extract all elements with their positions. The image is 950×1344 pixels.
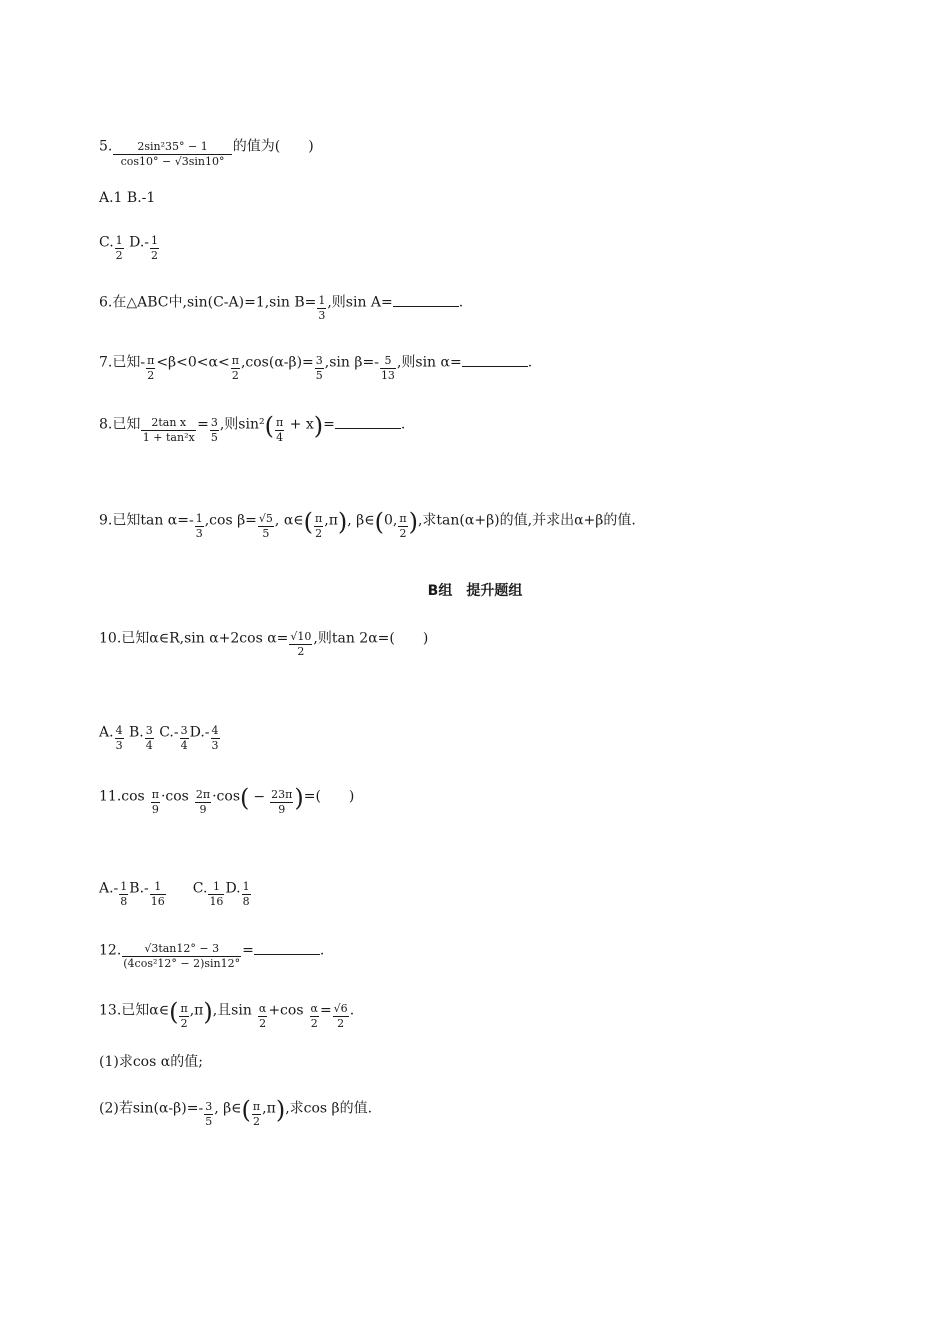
numerator: 3 bbox=[210, 416, 218, 429]
question-number: 5. bbox=[99, 138, 113, 155]
answer-blank[interactable] bbox=[254, 940, 320, 955]
question-text: ,且sin bbox=[212, 1002, 252, 1019]
numerator: 2sin²35° − 1 bbox=[113, 140, 231, 155]
numerator: 3 bbox=[145, 724, 153, 737]
numerator: π bbox=[151, 788, 159, 801]
numerator: 1 bbox=[242, 880, 250, 893]
denominator: 16 bbox=[209, 895, 224, 908]
numerator: 4 bbox=[115, 724, 123, 737]
denominator: 16 bbox=[150, 895, 165, 908]
fraction bbox=[258, 1002, 267, 1031]
denominator: 9 bbox=[278, 803, 286, 816]
question-text: ,cos β= bbox=[204, 512, 257, 529]
question-text: +cos bbox=[268, 1002, 304, 1019]
fraction bbox=[317, 294, 326, 323]
denominator: 4 bbox=[276, 431, 284, 444]
numerator: 1 bbox=[151, 234, 159, 247]
question-text: ·cos bbox=[212, 788, 240, 805]
numerator: √3tan12° − 3 bbox=[122, 942, 241, 957]
question-text: <β<0<α< bbox=[156, 354, 230, 371]
numerator: π bbox=[252, 1100, 261, 1113]
question-12 bbox=[99, 936, 325, 970]
fraction bbox=[310, 1002, 319, 1031]
minus-sign: − bbox=[253, 788, 266, 805]
fraction bbox=[195, 512, 204, 541]
numerator: π bbox=[315, 512, 323, 525]
denominator: 9 bbox=[151, 803, 159, 816]
q5-options-cd bbox=[99, 228, 160, 262]
fraction bbox=[113, 140, 231, 169]
fraction bbox=[179, 1002, 188, 1031]
fraction bbox=[208, 880, 224, 909]
fraction bbox=[151, 788, 160, 817]
question-text: 10.已知α∈R,sin α+2cos α= bbox=[99, 630, 289, 647]
question-text: ,求cos β的值. bbox=[285, 1100, 373, 1117]
denominator: 2 bbox=[310, 1017, 318, 1030]
denominator: 5 bbox=[262, 527, 270, 540]
period: . bbox=[400, 416, 406, 433]
fraction bbox=[398, 512, 407, 541]
period: . bbox=[319, 942, 325, 959]
fraction bbox=[231, 354, 240, 383]
denominator: (4cos²12° − 2)sin12° bbox=[123, 957, 241, 970]
numerator: 3 bbox=[180, 724, 188, 737]
fraction bbox=[150, 234, 159, 263]
left-paren: ( bbox=[240, 783, 250, 812]
denominator: 8 bbox=[120, 895, 128, 908]
denominator: 13 bbox=[380, 369, 395, 382]
left-paren: ( bbox=[241, 1095, 251, 1124]
numerator: π bbox=[231, 354, 239, 367]
question-text: ,则sin A= bbox=[327, 294, 393, 311]
left-paren: ( bbox=[374, 507, 385, 536]
question-text: =( ) bbox=[303, 788, 355, 805]
question-text: 6.在△ABC中,sin(C-A)=1,sin B= bbox=[99, 294, 317, 311]
fraction bbox=[204, 1100, 213, 1129]
option-label: C. bbox=[99, 234, 114, 251]
fraction bbox=[141, 416, 196, 445]
denominator: cos10° − √3sin10° bbox=[120, 155, 225, 168]
question-text: , β∈ bbox=[214, 1100, 242, 1117]
question-text: ,sin β=- bbox=[324, 354, 379, 371]
fraction bbox=[145, 724, 154, 753]
question-text: ,π bbox=[189, 1002, 204, 1019]
question-number: 12. bbox=[99, 942, 122, 959]
numerator: 1 bbox=[115, 234, 123, 247]
right-paren: ) bbox=[313, 411, 324, 440]
numerator: 1 bbox=[120, 880, 128, 893]
numerator: √5 bbox=[258, 512, 273, 525]
numerator: 2π bbox=[195, 788, 211, 801]
question-13-part-2 bbox=[99, 1094, 373, 1128]
left-paren: ( bbox=[264, 411, 274, 440]
question-text: ,则sin α= bbox=[396, 354, 462, 371]
left-paren: ( bbox=[303, 507, 314, 536]
denominator: 2 bbox=[147, 369, 155, 382]
question-text: , β∈ bbox=[347, 512, 375, 529]
question-6 bbox=[99, 288, 464, 322]
question-text: = bbox=[323, 416, 335, 433]
q10-options bbox=[99, 718, 221, 752]
question-text: 0, bbox=[384, 512, 398, 529]
fraction bbox=[242, 880, 251, 909]
denominator: 2 bbox=[337, 1017, 345, 1030]
question-text: = bbox=[242, 942, 254, 959]
question-10 bbox=[99, 624, 429, 658]
question-text: 9.已知tan α=- bbox=[99, 512, 194, 529]
numerator: 3 bbox=[205, 1100, 213, 1113]
denominator: 2 bbox=[253, 1115, 261, 1128]
numerator: √6 bbox=[333, 1002, 348, 1015]
option-label: C. bbox=[192, 880, 208, 897]
question-7 bbox=[99, 348, 533, 382]
numerator: π bbox=[147, 354, 155, 367]
left-paren: ( bbox=[169, 997, 179, 1026]
fraction bbox=[210, 416, 219, 445]
option-label: D.- bbox=[189, 724, 210, 741]
question-text: = bbox=[319, 1002, 332, 1019]
answer-blank[interactable] bbox=[393, 292, 459, 307]
denominator: 3 bbox=[195, 527, 203, 540]
numerator: 1 bbox=[150, 880, 166, 895]
right-paren: ) bbox=[203, 997, 213, 1026]
question-text: ,则sin² bbox=[219, 416, 265, 433]
denominator: 8 bbox=[242, 895, 250, 908]
denominator: 5 bbox=[315, 369, 323, 382]
option-label: A. bbox=[99, 724, 114, 741]
fraction bbox=[333, 1002, 349, 1031]
option-label: D. bbox=[225, 880, 241, 897]
fraction bbox=[211, 724, 220, 753]
denominator: 2 bbox=[151, 249, 159, 262]
numerator: 5 bbox=[380, 354, 396, 369]
question-text: = bbox=[197, 416, 209, 433]
fraction bbox=[180, 724, 189, 753]
question-text: ·cos bbox=[160, 788, 189, 805]
fraction bbox=[252, 1100, 261, 1129]
question-text: ,cos(α-β)= bbox=[240, 354, 314, 371]
denominator: 2 bbox=[115, 249, 123, 262]
denominator: 2 bbox=[259, 1017, 267, 1030]
fraction bbox=[115, 724, 124, 753]
section-title: B组 提升题组 bbox=[427, 583, 523, 599]
numerator: 23π bbox=[271, 788, 293, 801]
fraction bbox=[380, 354, 396, 383]
option-label: A.- bbox=[99, 880, 119, 897]
numerator: π bbox=[275, 416, 284, 429]
question-text: ,π bbox=[324, 512, 338, 529]
numerator: α bbox=[310, 1002, 318, 1015]
denominator: 2 bbox=[315, 527, 323, 540]
fraction bbox=[270, 788, 293, 817]
denominator: 5 bbox=[205, 1115, 213, 1128]
fraction bbox=[275, 416, 284, 445]
period: . bbox=[458, 294, 464, 311]
fraction bbox=[195, 788, 211, 817]
right-paren: ) bbox=[275, 1095, 286, 1124]
option-label: D.- bbox=[129, 234, 150, 251]
question-text: (2)若sin(α-β)=- bbox=[99, 1100, 204, 1117]
fraction bbox=[314, 512, 323, 541]
numerator: α bbox=[258, 1002, 267, 1015]
numerator: 3 bbox=[315, 354, 323, 367]
denominator: 5 bbox=[210, 431, 218, 444]
right-paren: ) bbox=[294, 783, 304, 812]
numerator: 1 bbox=[208, 880, 224, 895]
question-text: ,求tan(α+β)的值,并求出α+β的值. bbox=[417, 512, 636, 529]
question-13 bbox=[99, 996, 355, 1030]
numerator: 2tan x bbox=[141, 416, 196, 431]
numerator: 1 bbox=[318, 294, 326, 307]
numerator: 4 bbox=[211, 724, 219, 737]
period: . bbox=[527, 354, 533, 371]
period: . bbox=[349, 1002, 355, 1019]
denominator: 3 bbox=[115, 739, 123, 752]
question-text: 7.已知- bbox=[99, 354, 146, 371]
question-text: 13.已知α∈ bbox=[99, 1002, 170, 1019]
numerator: 1 bbox=[195, 512, 203, 525]
denominator: 3 bbox=[211, 739, 219, 752]
question-text: 的值为( ) bbox=[232, 138, 314, 155]
q11-options bbox=[99, 874, 252, 908]
fraction bbox=[146, 354, 155, 383]
question-text: + x bbox=[285, 416, 314, 433]
fraction bbox=[258, 512, 274, 541]
denominator: 2 bbox=[399, 527, 407, 540]
fraction bbox=[315, 354, 324, 383]
denominator: 2 bbox=[180, 1017, 188, 1030]
question-text: 8.已知 bbox=[99, 416, 141, 433]
denominator: 1 + tan²x bbox=[142, 431, 195, 444]
answer-blank[interactable] bbox=[335, 414, 401, 429]
numerator: √10 bbox=[290, 630, 312, 643]
denominator: 2 bbox=[231, 369, 239, 382]
question-text: ,则tan 2α=( ) bbox=[313, 630, 429, 647]
question-text: 11.cos bbox=[99, 788, 145, 805]
question-text: ,π bbox=[262, 1100, 276, 1117]
numerator: π bbox=[180, 1002, 188, 1015]
numerator: π bbox=[399, 512, 407, 525]
fraction bbox=[122, 942, 241, 971]
denominator: 9 bbox=[199, 803, 207, 816]
right-paren: ) bbox=[408, 507, 418, 536]
fraction bbox=[150, 880, 166, 909]
question-11 bbox=[99, 782, 355, 816]
denominator: 3 bbox=[318, 309, 326, 322]
denominator: 4 bbox=[180, 739, 188, 752]
denominator: 2 bbox=[297, 645, 305, 658]
question-13-part-1: (1)求cos α的值; bbox=[99, 1054, 203, 1070]
denominator: 4 bbox=[145, 739, 153, 752]
fraction bbox=[119, 880, 128, 909]
option-label: B. bbox=[129, 724, 144, 741]
question-text: , α∈ bbox=[274, 512, 304, 529]
option-label: B.- bbox=[129, 880, 149, 897]
answer-blank[interactable] bbox=[462, 352, 528, 367]
right-paren: ) bbox=[337, 507, 348, 536]
question-8 bbox=[99, 410, 406, 444]
option-label: C.- bbox=[159, 724, 179, 741]
question-9 bbox=[99, 506, 636, 540]
fraction bbox=[289, 630, 312, 659]
fraction bbox=[115, 234, 124, 263]
q5-options-ab: A.1 B.-1 bbox=[99, 190, 156, 206]
